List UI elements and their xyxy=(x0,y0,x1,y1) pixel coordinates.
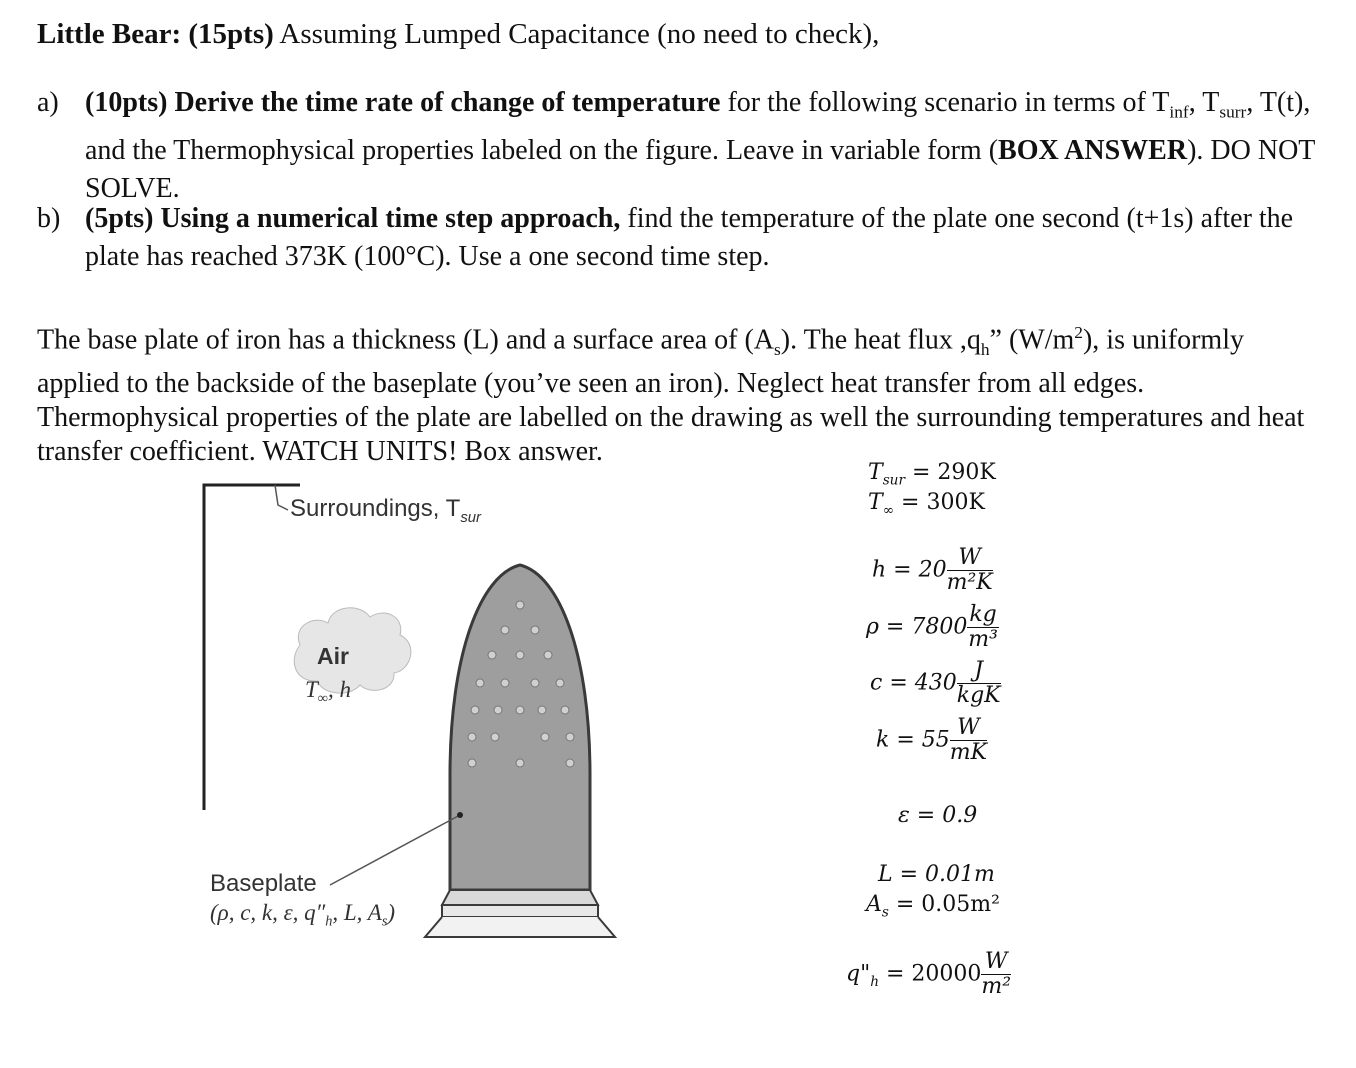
para-sub-s: s xyxy=(774,339,781,359)
eq-tinf-value: = 300K xyxy=(894,490,985,515)
surroundings-leader xyxy=(275,485,288,510)
part-b-label: b) xyxy=(37,203,61,234)
eq-k xyxy=(876,716,987,765)
baseplate-props xyxy=(210,900,395,931)
eq-qh xyxy=(846,950,1011,999)
baseplate-leader xyxy=(330,815,460,885)
baseplate-label: Baseplate xyxy=(210,870,317,897)
problem-description xyxy=(37,316,1327,469)
surroundings-label xyxy=(290,495,481,526)
eq-tsur-value: = 290K xyxy=(904,460,996,485)
eq-c xyxy=(870,659,1001,708)
para-sup-2: 2 xyxy=(1074,323,1083,342)
box-answer: BOX ANSWER xyxy=(998,134,1188,166)
part-a-text1: for the following scenario in terms of T xyxy=(720,87,1170,118)
iron-baseplate-top xyxy=(442,890,598,905)
iron-body xyxy=(450,565,590,890)
surroundings-sub: sur xyxy=(460,509,481,526)
eq-h-lhs: h = 20 xyxy=(872,557,947,583)
part-a-points: (10pts) Derive the time rate of change of temperature xyxy=(85,87,721,118)
part-a-label: a) xyxy=(37,87,59,118)
part-a-comma: , T xyxy=(1188,87,1220,118)
eq-tsur xyxy=(868,460,996,488)
title-rest: Assuming Lumped Capacitance (no need to check), xyxy=(273,18,880,50)
eq-tinf-sub: ∞ xyxy=(882,502,895,519)
part-b-body: find the temperature of the plate one second (t+1s) after the plate has reached 373K (100°C). Use a one second time step. xyxy=(85,203,1294,272)
part-a-text2: , T(t), and the Thermophysical properties labeled on the figure. Leave in variable form ( xyxy=(85,87,1311,166)
eq-h-num: W xyxy=(947,546,993,571)
eq-k-num: W xyxy=(950,716,987,741)
eq-eps: ε = 0.9 xyxy=(898,803,978,828)
eq-rho-den: m³ xyxy=(968,627,998,652)
part-a-text xyxy=(85,84,1315,208)
eq-c-num: J xyxy=(957,659,1001,684)
eq-k-den: mK xyxy=(949,740,988,765)
eq-rho xyxy=(866,603,999,652)
baseplate-props-sub2: s xyxy=(381,913,388,930)
baseplate-props-3: ) xyxy=(387,900,396,925)
eq-tinf-sym: T xyxy=(868,490,883,515)
eq-as-sub: s xyxy=(881,904,889,921)
eq-tsur-sub: sur xyxy=(882,472,905,489)
sub-inf: inf xyxy=(1169,102,1189,122)
para-sub-h: h xyxy=(980,339,990,359)
baseplate-props-1: (ρ, c, k, ε, q″ xyxy=(210,900,326,925)
eq-qh-q: q" xyxy=(846,961,871,987)
baseplate-props-2: , L, A xyxy=(332,900,382,925)
para-t1: The base plate of iron has a thickness (L) and a surface area of (A xyxy=(37,324,774,356)
part-b xyxy=(37,200,1315,276)
eq-tinf xyxy=(868,490,985,518)
eq-qh-val: = 20000 xyxy=(878,961,982,987)
eq-as-value: = 0.05m² xyxy=(888,892,1000,917)
iron-diagram xyxy=(180,455,650,965)
sub-surr: surr xyxy=(1219,102,1247,122)
eq-as-sym: A xyxy=(866,892,882,917)
eq-qh-sub: h xyxy=(870,973,879,990)
problem-title xyxy=(37,18,879,51)
air-vars xyxy=(305,677,351,708)
air-vars-t: T xyxy=(305,677,318,702)
eq-rho-lhs: ρ = 7800 xyxy=(866,614,968,640)
eq-qh-den: m² xyxy=(981,974,1012,999)
iron-baseplate xyxy=(442,905,598,917)
eq-h-den: m²K xyxy=(946,570,993,595)
eq-qh-num: W xyxy=(981,950,1011,975)
title-bold: Little Bear: (15pts) xyxy=(37,18,274,50)
eq-rho-num: kg xyxy=(969,602,997,627)
eq-As xyxy=(866,892,1000,920)
eq-L: L = 0.01m xyxy=(878,862,995,887)
eq-h xyxy=(872,546,993,595)
surroundings-enclosure xyxy=(204,485,300,810)
eq-c-lhs: c = 430 xyxy=(870,670,957,696)
para-t4: ), is uniformly applied to the backside of the baseplate (you’ve seen an iron). Neglect heat transfer from all edges. Thermophysical properties of the plate are labelled on the drawing as well the surrounding temperatures and heat transfer coefficient. WATCH UNITS! Box answer. xyxy=(37,324,1305,467)
part-b-text xyxy=(85,200,1315,276)
para-t3: ” (W/m xyxy=(989,324,1075,356)
baseplate-leader-dot xyxy=(457,812,463,818)
iron-base-edge xyxy=(425,917,615,937)
air-label: Air xyxy=(317,643,349,669)
part-a-text3: ). DO NOT SOLVE. xyxy=(85,134,1315,204)
eq-c-den: kgK xyxy=(956,683,1001,708)
part-a xyxy=(37,84,1315,208)
surroundings-text: Surroundings, T xyxy=(290,495,461,522)
part-b-points: (5pts) Using a numerical time step approach, xyxy=(85,203,621,234)
baseplate-props-sub: h xyxy=(325,913,333,930)
eq-tsur-sym: T xyxy=(868,460,883,485)
para-t2: ). The heat flux ,q xyxy=(780,324,981,356)
air-vars-sub: ∞ xyxy=(317,690,328,707)
eq-k-lhs: k = 55 xyxy=(876,727,950,753)
air-vars-h: , h xyxy=(327,677,351,702)
